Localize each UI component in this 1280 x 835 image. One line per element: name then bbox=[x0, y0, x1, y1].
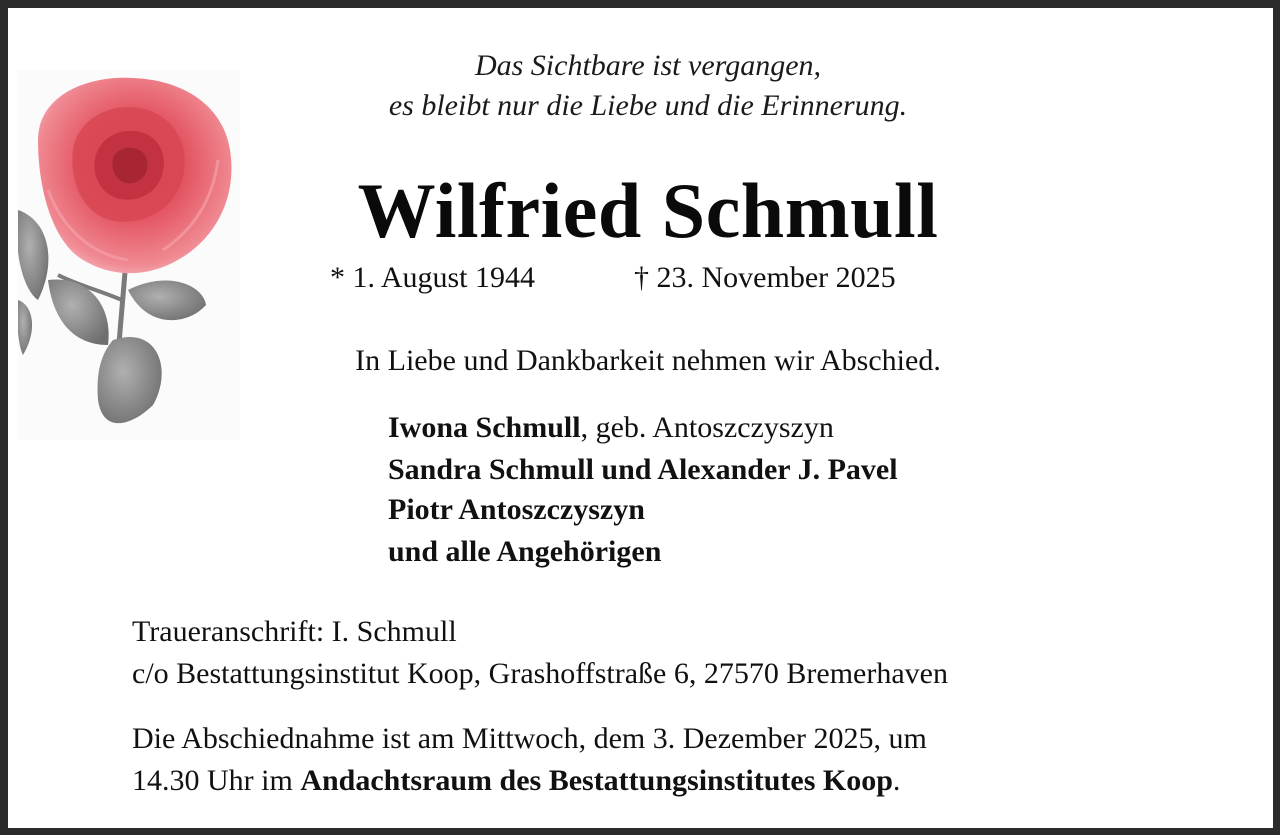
motto-line-1: Das Sichtbare ist vergangen, bbox=[474, 49, 822, 82]
mourner-name: Iwona Schmull bbox=[388, 411, 581, 444]
service-location: Andachtsraum des Bestattungsinstitutes Koop bbox=[300, 764, 893, 797]
service-line-2 bbox=[132, 761, 900, 801]
birth-date: * 1. August 1944 bbox=[330, 261, 536, 294]
service-time: 14.30 Uhr im bbox=[132, 764, 301, 797]
mourner-name: Sandra Schmull und Alexander J. Pavel bbox=[388, 453, 898, 486]
mourner-line bbox=[388, 408, 834, 448]
address-line-2: c/o Bestattungsinstitut Koop, Grashoffstraße 6, 27570 Bremerhaven bbox=[132, 657, 948, 690]
mourner-line bbox=[388, 532, 661, 572]
service-period: . bbox=[892, 764, 901, 797]
mourner-name: Piotr Antoszczyszyn bbox=[388, 493, 645, 526]
address-line-1: Traueranschrift: I. Schmull bbox=[132, 615, 457, 648]
farewell-text: In Liebe und Dankbarkeit nehmen wir Abschied. bbox=[355, 344, 941, 377]
mourner-note: , geb. Antoszczyszyn bbox=[580, 411, 834, 444]
death-date: † 23. November 2025 bbox=[634, 261, 896, 294]
mourner-line bbox=[388, 450, 898, 490]
motto-line-2: es bleibt nur die Liebe und die Erinnerung. bbox=[388, 89, 908, 122]
deceased-name: Wilfried Schmull bbox=[357, 167, 939, 254]
mourner-name: und alle Angehörigen bbox=[388, 535, 662, 568]
mourner-line bbox=[388, 490, 645, 530]
service-line-1: Die Abschiednahme ist am Mittwoch, dem 3. Dezember 2025, um bbox=[132, 722, 927, 755]
